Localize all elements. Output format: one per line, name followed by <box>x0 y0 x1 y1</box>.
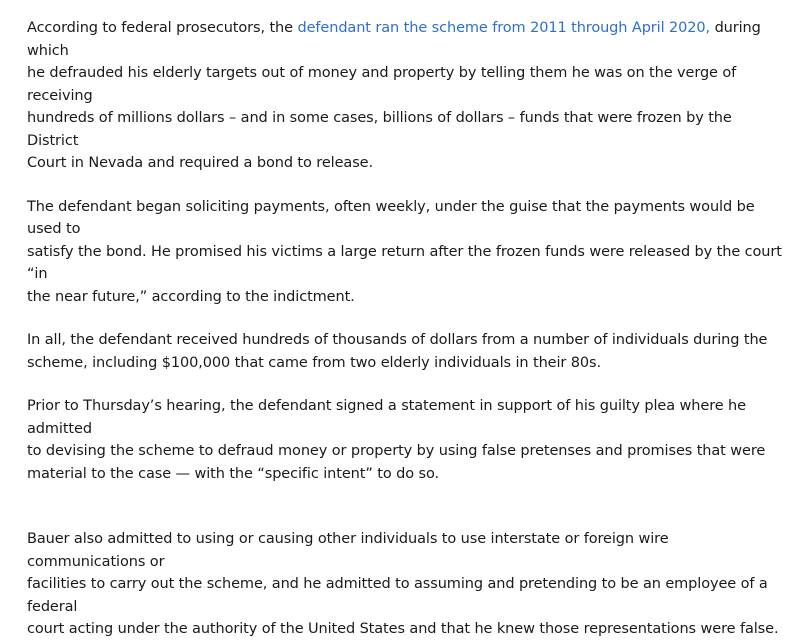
paragraph-wire-communications: Bauer also admitted to using or causing other individuals to use interstate or foreign wire communications or facilities to carry out the scheme, and he admitted to assuming and pretending to be an employee of a federal court acting under the authority of the United States and that he knew those representations were false. <box>27 531 779 637</box>
paragraph-1-lead-text: According to federal prosecutors, the <box>27 20 298 36</box>
paragraph-1-rest-text: during which he defrauded his elderly targets out of money and property by telling them he was on the verge of receiving hundreds of millions dollars – and in some cases, billions of dollars – funds that were frozen by the District Court in Nevada and required a bond to release. <box>27 20 761 171</box>
paragraph-guilty-plea: Prior to Thursday’s hearing, the defendant signed a statement in support of his guilty plea where he admitted to devising the scheme to defraud money or property by using false pretenses and promises that were material to the case — with the “specific intent” to do so. <box>27 398 766 482</box>
paragraph-prosecutors <box>27 17 787 175</box>
scheme-timeline-link[interactable]: defendant ran the scheme from 2011 through April 2020, <box>297 20 711 36</box>
paragraph-amount-received: In all, the defendant received hundreds of thousands of dollars from a number of individuals during the scheme, including $100,000 that came from two elderly individuals in their 80s. <box>27 332 768 371</box>
paragraph-soliciting-payments: The defendant began soliciting payments, often weekly, under the guise that the payments would be used to satisfy the bond. He promised his victims a large return after the frozen funds were released by the court “in the near future,” according to the indictment. <box>27 198 782 305</box>
article-body <box>27 17 787 641</box>
